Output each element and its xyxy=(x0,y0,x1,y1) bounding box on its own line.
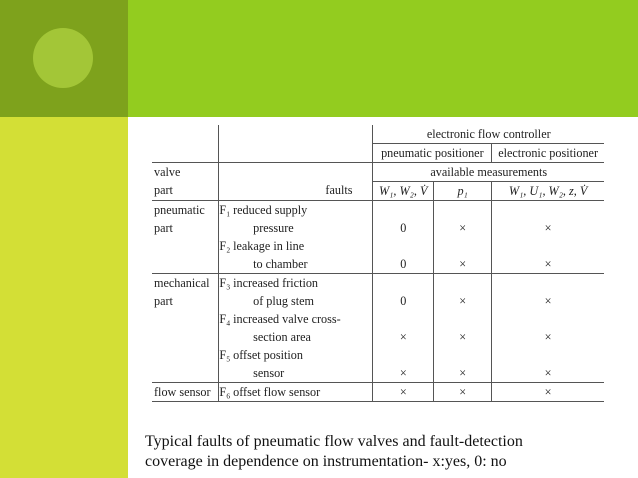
table-row: pneumatic F₁ reduced supply xyxy=(152,201,604,220)
available-measurements-header: available measurements xyxy=(373,163,604,182)
caption-line-1: Typical faults of pneumatic flow valves and fault-detection xyxy=(145,433,523,450)
table-row: F₄ increased valve cross- xyxy=(152,310,604,328)
header-row-1 xyxy=(152,125,604,144)
caption-line-2: coverage in dependence on instrumentation- x:yes, 0: no xyxy=(145,453,507,470)
part-label: part xyxy=(152,182,219,201)
valve-label: valve xyxy=(152,163,219,182)
header-row-2 xyxy=(152,144,604,163)
pneumatic-positioner-header: pneumatic positioner xyxy=(373,144,492,163)
left-light-panel xyxy=(0,117,128,478)
table-row: flow sensor F₆ offset flow sensor × × × xyxy=(152,383,604,402)
faults-label: faults xyxy=(231,182,373,201)
table-row: section area × × × xyxy=(152,328,604,346)
table-row: sensor × × × xyxy=(152,364,604,383)
slide-caption xyxy=(145,432,625,472)
table-row: F₂ leakage in line xyxy=(152,237,604,255)
measurement-2: p₁ xyxy=(434,182,492,201)
electronic-positioner-header: electronic positioner xyxy=(492,144,604,163)
table-row: to chamber 0 × × xyxy=(152,255,604,274)
top-banner xyxy=(128,0,638,117)
fault-table xyxy=(152,125,604,402)
decorative-circle xyxy=(33,28,93,88)
table-row: mechanical F₃ increased friction xyxy=(152,274,604,293)
table-row: part pressure 0 × × xyxy=(152,219,604,237)
measurement-3: W₁, U₁, W₂, z, V̇ xyxy=(492,182,604,201)
header-row-4 xyxy=(152,182,604,201)
header-row-3 xyxy=(152,163,604,182)
measurement-1: W₁, W₂, V̇ xyxy=(373,182,434,201)
table-row: part of plug stem 0 × × xyxy=(152,292,604,310)
table-row: F₅ offset position xyxy=(152,346,604,364)
controller-header: electronic flow controller xyxy=(373,125,604,144)
fault-table-container xyxy=(148,123,610,405)
